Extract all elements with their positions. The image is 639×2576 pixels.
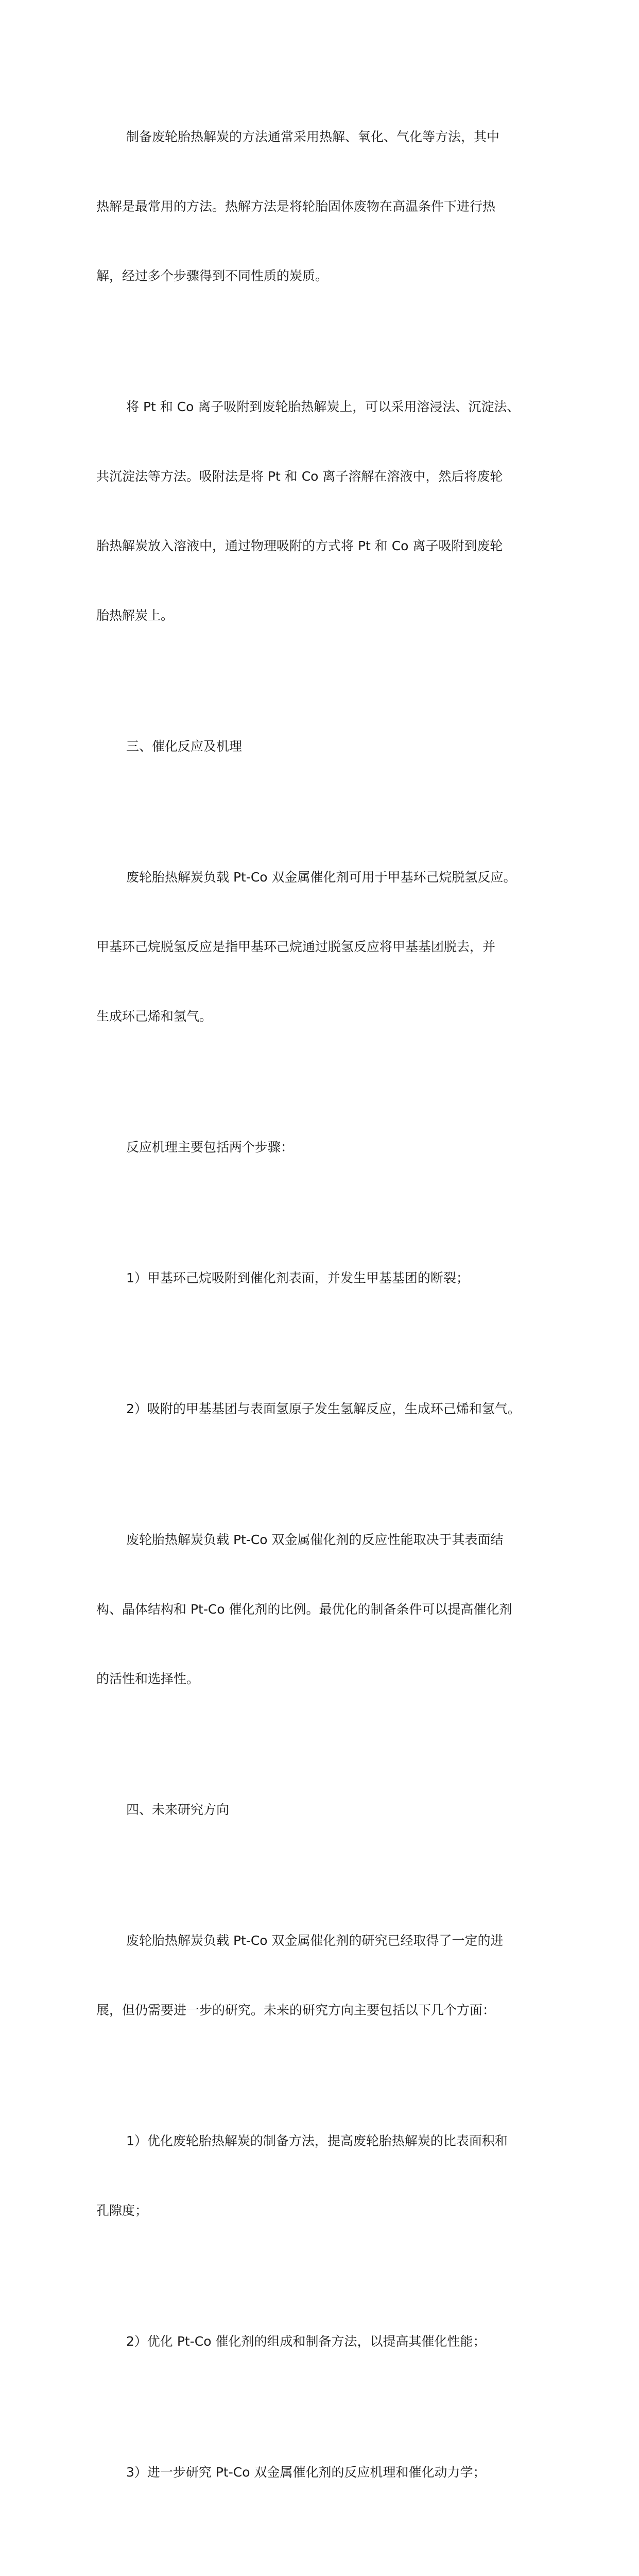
paragraph-adsorption xyxy=(96,349,549,673)
text-line: 胎热解炭放入溶液中，通过物理吸附的方式将 Pt 和 Co 离子吸附到废轮 xyxy=(96,538,503,553)
list-item-future-3 xyxy=(96,2414,549,2530)
list-item-mechanism-step-2 xyxy=(96,1351,549,1467)
paragraph-future-intro xyxy=(96,1883,549,2068)
text-line: 3）进一步研究 Pt-Co 双金属催化剂的反应机理和催化动力学； xyxy=(126,2465,486,2480)
paragraph-dehydrogenation xyxy=(96,819,549,1074)
document-body xyxy=(96,79,549,2576)
heading-text: 三、催化反应及机理 xyxy=(126,739,243,754)
paragraph-preparation-methods xyxy=(96,79,549,334)
text-line: 胎热解炭上。 xyxy=(96,608,174,623)
paragraph-mechanism-intro xyxy=(96,1089,549,1205)
list-item-future-4 xyxy=(96,2545,549,2576)
text-line: 的活性和选择性。 xyxy=(96,1671,200,1686)
heading-text: 四、未来研究方向 xyxy=(126,1802,230,1817)
section-heading-catalytic-reaction xyxy=(96,688,549,804)
text-line: 1）优化废轮胎热解炭的制备方法，提高废轮胎热解炭的比表面积和 xyxy=(126,2133,508,2148)
list-item-mechanism-step-1 xyxy=(96,1220,549,1336)
paragraph-performance-factors xyxy=(96,1482,549,1737)
text-line: 废轮胎热解炭负载 Pt-Co 双金属催化剂的反应性能取决于其表面结 xyxy=(126,1532,504,1547)
text-line: 废轮胎热解炭负载 Pt-Co 双金属催化剂的研究已经取得了一定的进 xyxy=(126,1933,504,1948)
text-line: 制备废轮胎热解炭的方法通常采用热解、氧化、气化等方法，其中 xyxy=(126,129,500,144)
text-line: 2）吸附的甲基基团与表面氢原子发生氢解反应，生成环己烯和氢气。 xyxy=(126,1401,521,1416)
text-line: 2）优化 Pt-Co 催化剂的组成和制备方法，以提高其催化性能； xyxy=(126,2334,486,2349)
list-item-future-1 xyxy=(96,2083,549,2268)
text-line: 1）甲基环己烷吸附到催化剂表面，并发生甲基基团的断裂； xyxy=(126,1270,469,1285)
text-line: 构、晶体结构和 Pt-Co 催化剂的比例。最优化的制备条件可以提高催化剂 xyxy=(96,1602,512,1617)
text-line: 将 Pt 和 Co 离子吸附到废轮胎热解炭上，可以采用溶浸法、沉淀法、 xyxy=(126,399,520,414)
text-line: 孔隙度； xyxy=(96,2203,148,2218)
text-line: 解，经过多个步骤得到不同性质的炭质。 xyxy=(96,268,329,283)
section-heading-future-research xyxy=(96,1752,549,1868)
text-line: 展，但仍需要进一步的研究。未来的研究方向主要包括以下几个方面： xyxy=(96,2003,496,2018)
text-line: 生成环己烯和氢气。 xyxy=(96,1009,213,1024)
text-line: 共沉淀法等方法。吸附法是将 Pt 和 Co 离子溶解在溶液中，然后将废轮 xyxy=(96,469,503,484)
text-line: 热解是最常用的方法。热解方法是将轮胎固体废物在高温条件下进行热 xyxy=(96,199,496,214)
text-line: 废轮胎热解炭负载 Pt-Co 双金属催化剂可用于甲基环己烷脱氢反应。 xyxy=(126,870,516,885)
list-item-future-2 xyxy=(96,2283,549,2399)
text-line: 反应机理主要包括两个步骤： xyxy=(126,1140,294,1155)
text-line: 甲基环己烷脱氢反应是指甲基环己烷通过脱氢反应将甲基基团脱去，并 xyxy=(96,939,496,954)
